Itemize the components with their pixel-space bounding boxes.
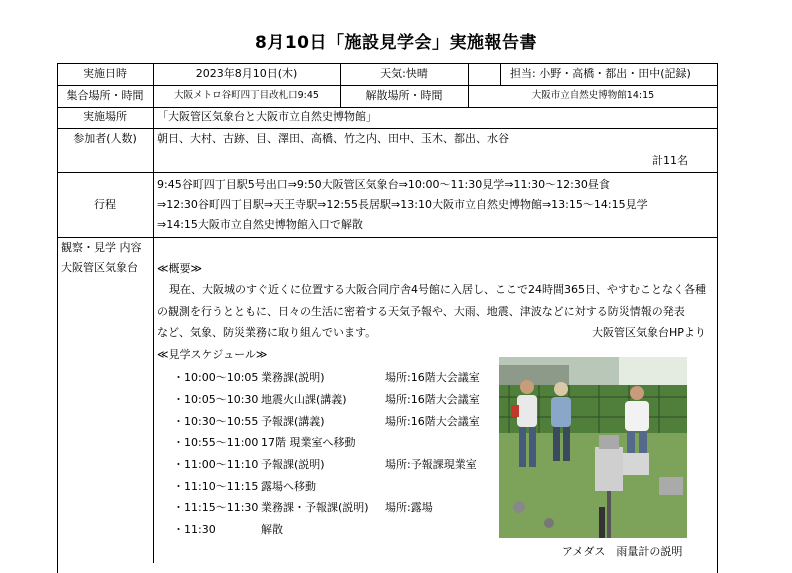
overview-line: 現在、大阪城のすぐ近くに位置する大阪合同庁舎4号館に入居し、ここで24時間365日、やすむことなく各種	[169, 283, 706, 296]
schedule-place: 場所:予報課現業室	[385, 458, 477, 471]
itinerary-line: 9:45谷町四丁目駅5号出口⇒9:50大阪管区気象台⇒10:00～11:30見学⇒11:30～12:30昼食	[157, 178, 610, 191]
weather: 天気:快晴	[380, 67, 428, 80]
row-divider	[57, 128, 718, 129]
row-divider	[57, 172, 718, 173]
schedule-item: 地震火山課(講義)	[261, 393, 347, 406]
row-divider	[57, 107, 718, 108]
participants-total: 計11名	[652, 154, 688, 167]
schedule-item: 業務課・予報課(説明)	[261, 501, 369, 514]
overview-line: など、気象、防災業務に取り組んでいます。	[157, 326, 377, 339]
schedule-time: ・11:00～11:10	[173, 458, 259, 471]
report-title: 8月10日「施設見学会」実施報告書	[255, 33, 537, 53]
row-divider	[57, 85, 718, 86]
observation-sublabel: 大阪管区気象台	[61, 261, 138, 274]
venue-label: 実施場所	[83, 110, 127, 123]
staff: 担当: 小野・高橋・都出・田中(記録)	[510, 67, 691, 80]
date-label: 実施日時	[83, 67, 127, 80]
schedule-time: ・10:55～11:00	[173, 436, 259, 449]
schedule-time: ・11:15～11:30	[173, 501, 259, 514]
overview-source: 大阪管区気象台HPより	[592, 326, 706, 339]
schedule-place: 場所:16階大会議室	[385, 415, 480, 428]
col-divider	[500, 63, 501, 85]
schedule-time: ・10:30～10:55	[173, 415, 259, 428]
schedule-item: 予報課(説明)	[261, 458, 325, 471]
schedule-time: ・11:30	[173, 523, 216, 536]
schedule-heading: ≪見学スケジュール≫	[157, 348, 268, 361]
venue-value: 「大阪管区気象台と大阪市立自然史博物館」	[157, 110, 377, 123]
itinerary-label: 行程	[94, 198, 116, 211]
itinerary-line: ⇒14:15大阪市立自然史博物館入口で解散	[157, 218, 363, 231]
schedule-item: 17階 現業室へ移動	[261, 436, 356, 449]
participants-label: 参加者(人数)	[73, 132, 137, 145]
overview-heading: ≪概要≫	[157, 262, 203, 275]
meet-value: 大阪メトロ谷町四丁目改札口9:45	[174, 90, 319, 101]
col-divider	[153, 63, 154, 563]
schedule-time: ・11:10～11:15	[173, 480, 259, 493]
schedule-item: 業務課(説明)	[261, 371, 325, 384]
dismiss-label: 解散場所・時間	[365, 89, 443, 102]
schedule-time: ・10:05～10:30	[173, 393, 259, 406]
date-value: 2023年8月10日(木)	[195, 67, 298, 80]
schedule-item: 解散	[261, 523, 283, 536]
participants-list: 朝日、大村、古跡、目、澤田、高橋、竹之内、田中、玉木、都出、水谷	[157, 132, 509, 145]
amedas-photo	[499, 357, 687, 538]
photo-caption: アメダス 雨量計の説明	[562, 545, 683, 558]
schedule-item: 予報課(講義)	[261, 415, 325, 428]
dismiss-value: 大阪市立自然史博物館14:15	[531, 90, 655, 101]
observation-label: 観察・見学 内容	[61, 241, 142, 254]
itinerary-line: ⇒12:30谷町四丁目駅⇒天王寺駅⇒12:55長居駅⇒13:10大阪市立自然史博物館⇒13:15～14:15見学	[157, 198, 648, 211]
schedule-place: 場所:16階大会議室	[385, 393, 480, 406]
schedule-place: 場所:露場	[385, 501, 433, 514]
schedule-item: 露場へ移動	[261, 480, 316, 493]
schedule-place: 場所:16階大会議室	[385, 371, 480, 384]
row-divider	[57, 237, 718, 238]
schedule-time: ・10:00～10:05	[173, 371, 259, 384]
meet-label: 集合場所・時間	[66, 89, 144, 102]
overview-line: の観測を行うとともに、日々の生活に密着する天気予報や、大雨、地震、津波などに対する防災情報の発表	[157, 305, 685, 318]
